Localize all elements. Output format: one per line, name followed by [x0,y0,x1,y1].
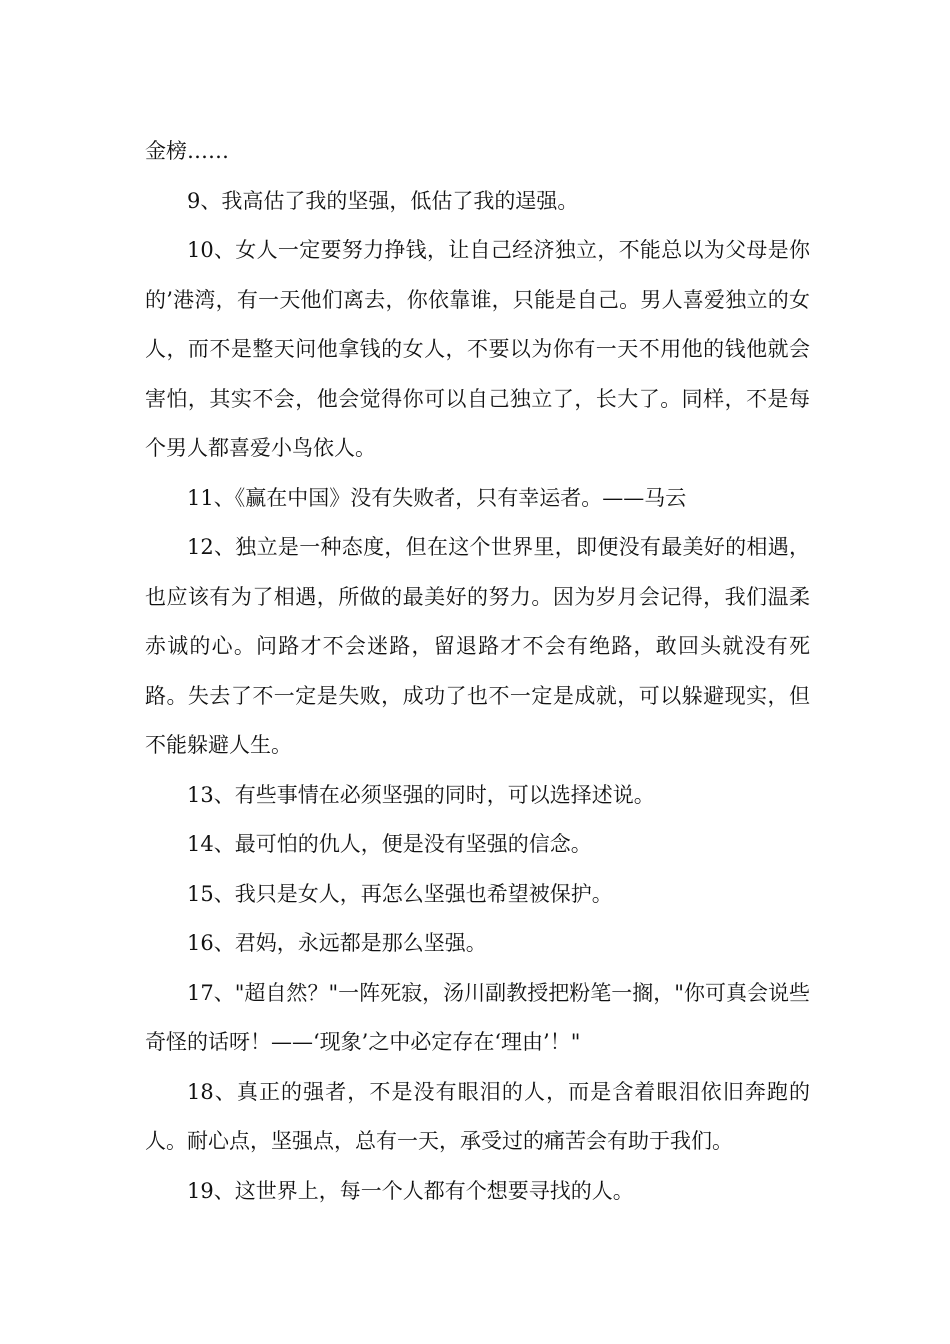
paragraph-continuation: 金榜…… [145,139,229,163]
paragraph-item-18: 18、真正的强者，不是没有眼泪的人，而是含着眼泪依旧奔跑的人。耐心点，坚强点，总有一天，承受过的痛苦会有助于我们。 [145,1079,810,1153]
paragraph-item-13: 13、有些事情在必须坚强的同时，可以选择述说。 [187,782,655,807]
paragraph-item-15: 15、我只是女人，再怎么坚强也希望被保护。 [187,881,613,906]
paragraph-item-10: 10、女人一定要努力挣钱，让自己经济独立，不能总以为父母是你的’港湾，有一天他们离去，你依靠谁，只能是自己。男人喜爱独立的女人，而不是整天问他拿钱的女人，不要以为你有一天不用他的钱他就会害怕，其实不会，他会觉得你可以自己独立了，长大了。同样，不是每个男人都喜爱小鸟依人。 [145,238,810,460]
paragraph-item-11: 11、《赢在中国》没有失败者，只有幸运者。——马云 [187,485,687,510]
paragraph-item-16: 16、君妈，永远都是那么坚强。 [187,931,487,955]
paragraph-item-19: 19、这世界上，每一个人都有个想要寻找的人。 [187,1178,634,1203]
paragraph-item-12: 12、独立是一种态度，但在这个世界里，即便没有最美好的相遇，也应该有为了相遇，所做的最美好的努力。因为岁月会记得，我们温柔赤诚的心。问路才不会迷路，留退路才不会有绝路，敢回头就没有死路。失去了不一定是失败，成功了也不一定是成就，可以躲避现实，但不能躲避人生。 [145,535,810,757]
document-body [145,127,810,1216]
paragraph-item-14: 14、最可怕的仇人，便是没有坚强的信念。 [187,832,592,856]
paragraph-item-9: 9、我高估了我的坚强，低估了我的逞强。 [187,188,579,213]
paragraph-item-17: 17、"超自然？"一阵死寂，汤川副教授把粉笔一搁，"你可真会说些奇怪的话呀！——‘现象’之中必定存在‘理由’！" [145,980,810,1054]
